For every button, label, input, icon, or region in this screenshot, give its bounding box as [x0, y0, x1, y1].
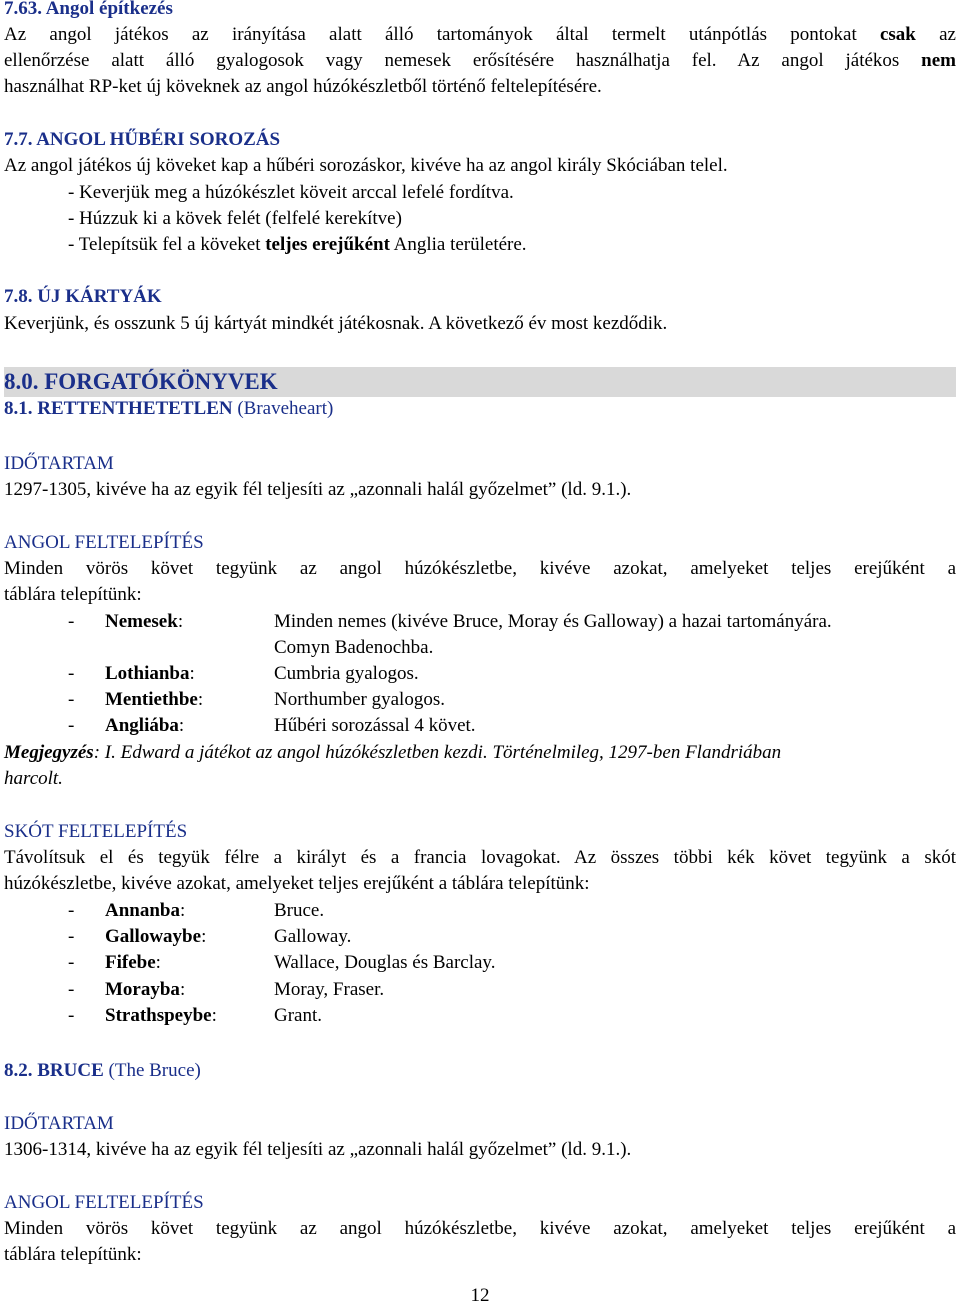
setup-item: - Strathspeybe: Grant. — [68, 1005, 323, 1026]
chapter-banner — [4, 367, 956, 397]
paragraph-line: Az angol játékos az irányítása alatt álló tartományok által termelt utánpótlás pontokat csak az — [4, 24, 956, 45]
document-page — [4, 0, 956, 1306]
paragraph-line: ellenőrzése alatt álló gyalogosok vagy nemesek erősítésére használhatja fel. Az angol játékos nem — [4, 50, 956, 71]
paragraph-line: táblára telepítünk: — [4, 1244, 142, 1265]
setup-item: - Gallowaybe: Galloway. — [68, 926, 352, 947]
page-number: 12 — [470, 1285, 490, 1306]
paragraph-line: Keverjünk, és osszunk 5 új kártyát mindkét játékosnak. A következő év most kezdődik. — [4, 313, 668, 334]
chapter-heading-8-0: 8.0. FORGATÓKÖNYVEK — [4, 369, 278, 394]
paragraph-line: 1306-1314, kivéve ha az egyik fél teljesíti az „azonnali halál győzelmet” (ld. 9.1.). — [4, 1139, 632, 1160]
paragraph-line: Minden vörös követ tegyünk az angol húzókészletbe, kivéve azokat, amelyeket teljes erejűként a — [4, 558, 956, 579]
subheading-duration: IDŐTARTAM — [4, 453, 114, 474]
paragraph-line: húzókészletbe, kivéve azokat, amelyeket teljes erejűként a táblára telepítünk: — [4, 873, 590, 894]
setup-item: - Annanba: Bruce. — [68, 900, 325, 921]
paragraph-line: Távolítsuk el és tegyük félre a királyt és a francia lovagokat. Az összes többi kék követ tegyünk a skót — [4, 847, 956, 868]
subheading-english-setup: ANGOL FELTELEPÍTÉS — [4, 1192, 204, 1213]
paragraph-line: táblára telepítünk: — [4, 584, 142, 605]
paragraph-line: Az angol játékos új köveket kap a hűbéri sorozáskor, kivéve ha az angol király Skóciában telel. — [4, 155, 728, 176]
note-line: harcolt. — [4, 768, 63, 789]
section-heading-8-2: 8.2. BRUCE (The Bruce) — [4, 1060, 201, 1081]
subheading-scottish-setup: SKÓT FELTELEPÍTÉS — [4, 821, 188, 842]
section-heading-7-7: 7.7. ANGOL HŰBÉRI SOROZÁS — [4, 129, 281, 150]
setup-item: - Morayba: Moray, Fraser. — [68, 979, 385, 1000]
bullet-item: - Húzzuk ki a kövek felét (felfelé kerekítve) — [68, 208, 402, 229]
setup-item: - Angliába: Hűbéri sorozással 4 követ. — [68, 715, 476, 736]
setup-item: - Fifebe: Wallace, Douglas és Barclay. — [68, 952, 496, 973]
paragraph-line: használhat RP-ket új köveknek az angol húzókészletből történő feltelepítésére. — [4, 76, 602, 97]
section-heading-8-1: 8.1. RETTENTHETETLEN (Braveheart) — [4, 398, 334, 419]
setup-item: Comyn Badenochba. — [274, 637, 434, 658]
paragraph-line: Minden vörös követ tegyünk az angol húzókészletbe, kivéve azokat, amelyeket teljes erejűként a — [4, 1218, 956, 1239]
setup-item: - Mentiethbe: Northumber gyalogos. — [68, 689, 445, 710]
subheading-english-setup: ANGOL FELTELEPÍTÉS — [4, 532, 204, 553]
section-heading-7-63: 7.63. Angol építkezés — [4, 0, 173, 19]
bullet-item: - Telepítsük fel a köveket teljes erejűként Anglia területére. — [68, 234, 527, 255]
subheading-duration: IDŐTARTAM — [4, 1113, 114, 1134]
setup-item: - Nemesek: Minden nemes (kivéve Bruce, Moray és Galloway) a hazai tartományára. — [68, 611, 832, 632]
section-heading-7-8: 7.8. ÚJ KÁRTYÁK — [4, 286, 162, 307]
paragraph-line: 1297-1305, kivéve ha az egyik fél teljesíti az „azonnali halál győzelmet” (ld. 9.1.). — [4, 479, 632, 500]
bullet-item: - Keverjük meg a húzókészlet köveit arccal lefelé fordítva. — [68, 182, 514, 203]
note-line: Megjegyzés: I. Edward a játékot az angol húzókészletben kezdi. Történelmileg, 1297-ben Flandriában — [4, 742, 782, 763]
setup-item: - Lothianba: Cumbria gyalogos. — [68, 663, 419, 684]
